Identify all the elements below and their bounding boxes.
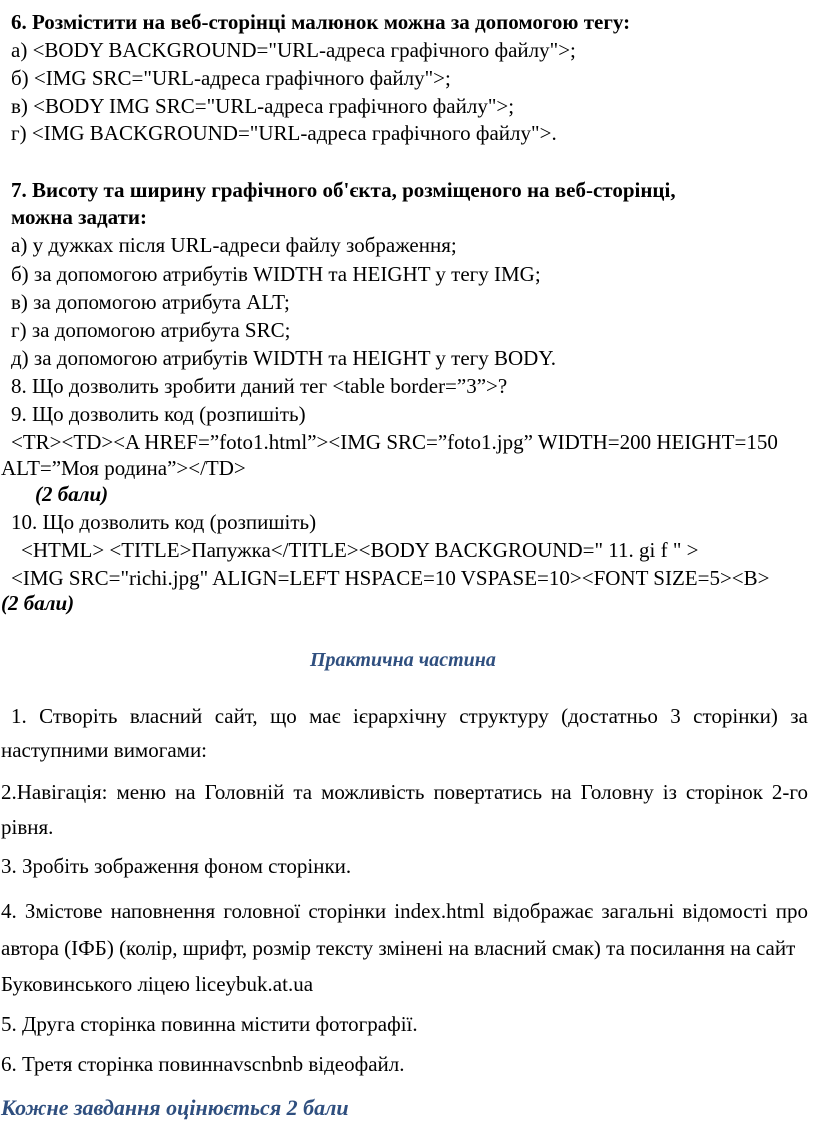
- task5-text: 5. Друга сторінка повинна містити фотографії.: [1, 1012, 418, 1036]
- task2-word: із: [662, 780, 677, 804]
- task4-word: 4.: [1, 899, 17, 923]
- task1-word: (достатньо: [561, 704, 658, 728]
- task4-word: наповнення: [110, 899, 216, 923]
- task6-text: 6. Третя сторінка повиннаvscnbnb відеофайл.: [1, 1052, 405, 1076]
- q8-text: 8. Що дозволить зробити даний тег <table border=”3”>?: [11, 374, 508, 398]
- task2-word: Головну: [580, 780, 654, 804]
- task2-word: меню: [116, 780, 167, 804]
- task1-word: власний: [129, 704, 203, 728]
- task3-text: 3. Зробіть зображення фоном сторінки.: [1, 854, 352, 878]
- q6-option-a: а) <BODY BACKGROUND="URL-адреса графічного файлу">;: [11, 38, 576, 62]
- q6-title: 6. Розмістити на веб-сторінці малюнок можна за допомогою тегу:: [11, 10, 631, 34]
- q9-title: 9. Що дозволить код (розпишіть): [11, 402, 306, 426]
- task2-line1: [1, 779, 808, 805]
- task1-line2: наступними вимогами:: [1, 738, 208, 762]
- task2-word: 2-го: [771, 780, 808, 804]
- q7-option-c: в) за допомогою атрибута ALT;: [11, 290, 290, 314]
- task1-word: має: [309, 704, 341, 728]
- task4-word: про: [775, 899, 808, 923]
- task4-word: index.html: [394, 899, 485, 923]
- task4-line1: [1, 898, 808, 924]
- task1-line1: [11, 703, 808, 729]
- task2-word: на: [551, 780, 572, 804]
- q7-title-line2: можна задати:: [11, 205, 148, 229]
- task2-line2: рівня.: [1, 815, 54, 839]
- q9-code-line1: <TR><TD><A HREF=”foto1.html”><IMG SRC=”foto1.jpg” WIDTH=200 HEIGHT=150: [11, 430, 778, 454]
- task2-word: та: [293, 780, 313, 804]
- q10-points: (2 бали): [1, 591, 75, 615]
- q7-title-line1: 7. Висоту та ширину графічного об'єкта, розміщеного на веб-сторінці,: [11, 178, 676, 202]
- q7-option-a: а) у дужках після URL-адреси файлу зображення;: [11, 233, 457, 257]
- q7-option-e: д) за допомогою атрибутів WIDTH та HEIGHT у тегу BODY.: [11, 346, 557, 370]
- q10-code-line2: <IMG SRC="richi.jpg" ALIGN=LEFT HSPACE=10 VSPASE=10><FONT SIZE=5><B>: [11, 566, 770, 590]
- task4-word: відомості: [682, 899, 768, 923]
- task4-word: Змістове: [24, 899, 103, 923]
- q10-title: 10. Що дозволить код (розпишіть): [11, 510, 317, 534]
- practical-heading: Практична частина: [310, 649, 496, 671]
- q9-code-line2: ALT=”Моя родина”></TD>: [1, 456, 246, 480]
- task1-number: 1.: [11, 704, 27, 728]
- task1-word: що: [270, 704, 297, 728]
- task1-word: 3: [670, 704, 681, 728]
- q10-code-line1: <HTML> <TITLE>Папужка</TITLE><BODY BACKGROUND=" 11. gi f " >: [21, 538, 699, 562]
- task2-word: сторінок: [685, 780, 763, 804]
- task1-word: сторінки): [693, 704, 778, 728]
- q7-option-b: б) за допомогою атрибутів WIDTH та HEIGHT у тегу IMG;: [11, 262, 541, 286]
- task2-word: на: [175, 780, 196, 804]
- task4-line2: автора (ІФБ) (колір, шрифт, розмір тексту змінені на власний смак) та посилання на сайт: [1, 936, 796, 960]
- task4-word: відображає: [492, 899, 594, 923]
- q7-option-d: г) за допомогою атрибута SRC;: [11, 318, 291, 342]
- task1-word: структуру: [459, 704, 549, 728]
- task1-word: сайт,: [214, 704, 258, 728]
- task2-word: 2.Навігація:: [1, 780, 108, 804]
- task1-word: за: [790, 704, 808, 728]
- task4-word: загальні: [601, 899, 675, 923]
- q9-points: (2 бали): [35, 482, 109, 506]
- task2-word: Головній: [204, 780, 285, 804]
- task1-word: ієрархічну: [353, 704, 447, 728]
- task2-word: повертатись: [433, 780, 543, 804]
- task4-word: сторінки: [308, 899, 387, 923]
- q6-option-d: г) <IMG BACKGROUND="URL-адреса графічного файлу">.: [11, 121, 557, 145]
- task1-word: Створіть: [39, 704, 118, 728]
- q6-option-b: б) <IMG SRC="URL-адреса графічного файлу">;: [11, 66, 451, 90]
- grading-footer: Кожне завдання оцінюється 2 бали: [1, 1095, 349, 1120]
- task2-word: можливість: [321, 780, 425, 804]
- q6-option-c: в) <BODY IMG SRC="URL-адреса графічного файлу">;: [11, 94, 515, 118]
- task4-line3: Буковинського ліцею liceybuk.at.ua: [1, 972, 314, 996]
- task4-word: головної: [223, 899, 301, 923]
